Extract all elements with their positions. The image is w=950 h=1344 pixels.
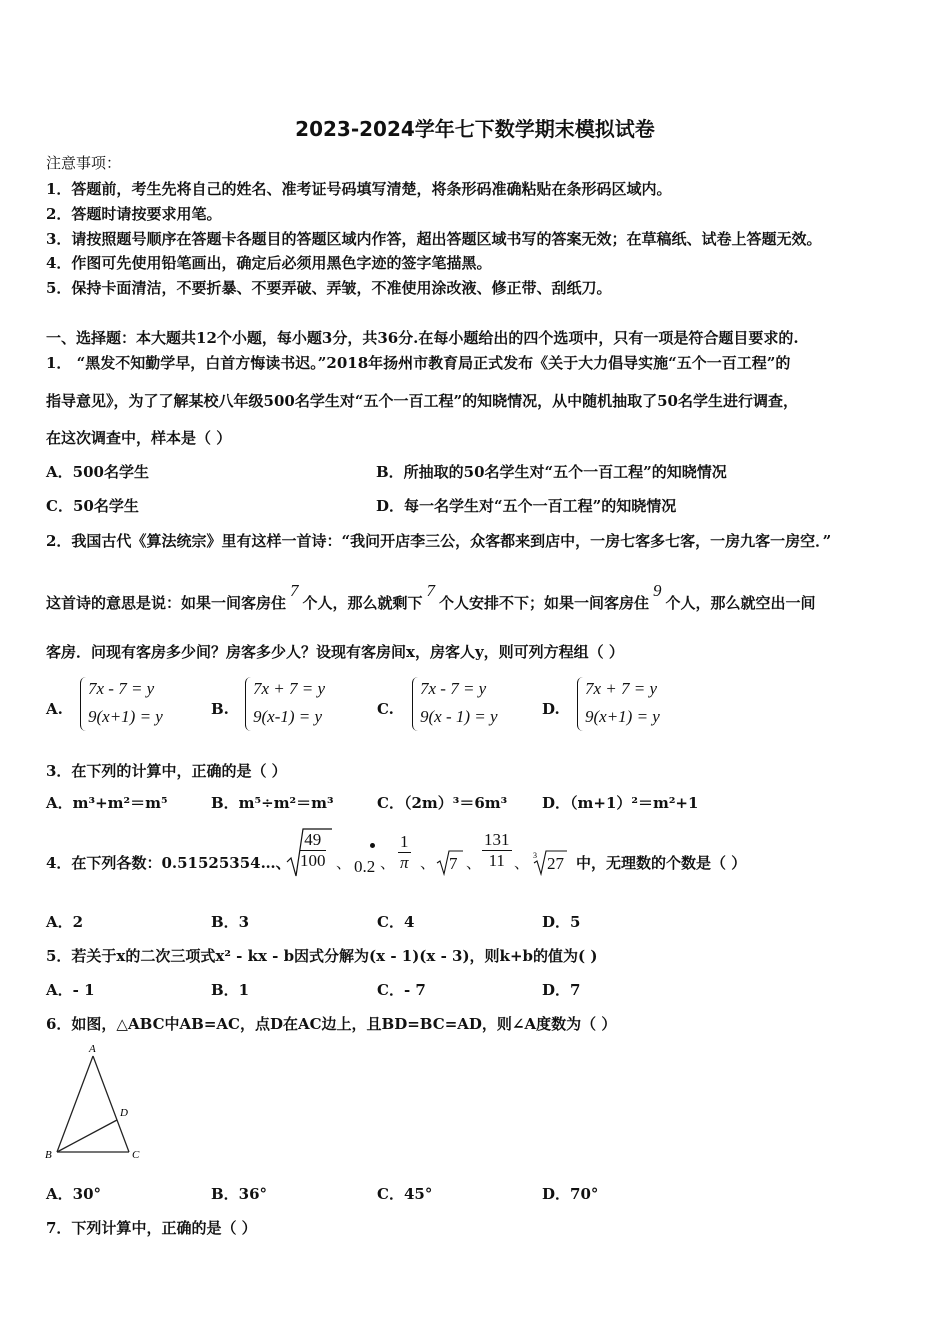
q3-option-d: D．（m+1）²＝m²+1 — [542, 794, 699, 812]
q4-fraction-2 — [398, 832, 411, 873]
notice-item-3: 3．请按照题号顺序在答题卡各题目的答题区域内作答，超出答题区域书写的答案无效；在草稿纸、试卷上答题无效。 — [46, 230, 822, 248]
q2-option-c-label: C. — [377, 700, 394, 718]
q7-stem: 7．下列计算中，正确的是（ ） — [46, 1219, 257, 1237]
label-a: A — [89, 1043, 96, 1055]
notice-item-2: 2．答题时请按要求用笔。 — [46, 205, 222, 223]
label-b: B — [45, 1149, 52, 1161]
q2-a-eq1: 7x - 7 = y — [88, 679, 155, 698]
q4-option-b: B．3 — [211, 913, 250, 931]
q2-text-1: 这首诗的意思是说：如果一间客房住 — [46, 594, 287, 612]
q2-b-eq2: 9(x-1) = y — [253, 707, 323, 726]
q1-option-d: D．每一名学生对“五个一百工程”的知晓情况 — [376, 497, 677, 515]
q2-num-7a: 7 — [290, 581, 299, 600]
q2-line-1: 2．我国古代《算法统宗》里有这样一首诗：“我问开店李三公，众客都来到店中，一房七客多七客，一房九客一房空．” — [46, 532, 832, 550]
section-heading: 一、选择题：本大题共12个小题，每小题3分，共36分.在每小题给出的四个选项中，只有一项是符合题目要求的. — [46, 329, 799, 347]
q2-d-eq2: 9(x+1) = y — [585, 707, 660, 726]
q4-fraction-1 — [300, 830, 326, 871]
q1-option-b: B．所抽取的50名学生对“五个一百工程”的知晓情况 — [376, 463, 727, 481]
q4-sqrt7-value: 7 — [449, 854, 458, 873]
q4-frac1-den: 100 — [300, 851, 326, 870]
q4-sep-5: 、 — [514, 854, 530, 872]
q5-option-a: A．- 1 — [46, 981, 95, 999]
q1-option-a: A．500名学生 — [46, 463, 149, 481]
q3-stem: 3．在下列的计算中，正确的是（ ） — [46, 762, 287, 780]
q6-option-d: D．70° — [542, 1185, 599, 1203]
q4-frac2-num: 1 — [400, 832, 409, 851]
q6-stem: 6．如图，△ABC中AB=AC，点D在AC边上，且BD=BC=AD，则∠A度数为（ ） — [46, 1015, 617, 1033]
label-d: D — [120, 1107, 128, 1119]
q1-line-2: 指导意见》，为了了解某校八年级500名学生对“五个一百工程”的知晓情况，从中随机抽取了50名学生进行调查， — [46, 392, 798, 410]
segment-ab — [57, 1056, 93, 1152]
q1-line-3: 在这次调查中，样本是（ ） — [46, 429, 232, 447]
q5-option-d: D．7 — [542, 981, 581, 999]
q2-num-7b: 7 — [426, 581, 436, 600]
q1-option-c: C．50名学生 — [46, 497, 139, 515]
q2-d-eq1: 7x + 7 = y — [585, 679, 658, 698]
notice-item-5: 5．保持卡面清洁，不要折暴、不要弄破、弄皱，不准使用涂改液、修正带、刮纸刀。 — [46, 279, 612, 297]
q2-c-eq1: 7x - 7 = y — [420, 679, 487, 698]
notice-heading: 注意事项： — [46, 154, 122, 172]
label-c: C — [132, 1149, 140, 1161]
q4-frac3-den: 11 — [488, 851, 505, 870]
q6-option-b: B．36° — [211, 1185, 268, 1203]
q4-frac1-num: 49 — [300, 830, 326, 851]
q2-text-4: 个人，那么就空出一间 — [665, 594, 816, 612]
q4-sep-1: 、 — [336, 854, 352, 872]
q2-c-eq2: 9(x - 1) = y — [420, 707, 498, 726]
q2-line-2 — [46, 581, 816, 613]
q5-option-b: B．1 — [211, 981, 250, 999]
q4-option-a: A．2 — [46, 913, 84, 931]
q4-sep-2: 、 — [380, 854, 396, 872]
q1-line-1: 1． “黑发不知勤学早，白首方悔读书迟。”2018年扬州市教育局正式发布《关于大力倡导实施“五个一百工程”的 — [46, 354, 791, 372]
q3-option-a: A．m³+m²＝m⁵ — [46, 794, 168, 812]
q4-repeat-dot — [370, 843, 375, 848]
q2-a-eq2: 9(x+1) = y — [88, 707, 163, 726]
q4-frac3-num: 131 — [484, 830, 510, 849]
q4-frac2-den: π — [399, 853, 409, 872]
q4-stem: 4．在下列各数：0.51525354…、 — [46, 854, 291, 872]
q2-option-b-label: B. — [211, 700, 229, 718]
segment-ac — [93, 1056, 129, 1152]
q5-option-c: C．- 7 — [377, 981, 426, 999]
q6-option-a: A．30° — [46, 1185, 102, 1203]
q2-text-2: 个人，那么就剩下 — [302, 594, 423, 612]
q3-option-b: B．m⁵÷m²＝m³ — [211, 794, 334, 812]
q4-repeating-decimal: 0.2 — [354, 857, 376, 876]
q2-num-9: 9 — [653, 581, 662, 600]
q4-option-c: C．4 — [377, 913, 415, 931]
q2-option-d-label: D. — [542, 700, 560, 718]
q4-sep-3: 、 — [420, 854, 436, 872]
segment-bd — [57, 1120, 117, 1152]
q3-option-c: C．（2m）³＝6m³ — [377, 794, 508, 812]
q6-triangle-figure — [40, 1040, 150, 1165]
svg-text:3: 3 — [533, 851, 537, 860]
notice-item-4: 4．作图可先使用铅笔画出，确定后必须用黑色字迹的签字笔描黑。 — [46, 254, 492, 272]
q4-sep-4: 、 — [466, 854, 482, 872]
q5-stem: 5．若关于x的二次三项式x² - kx - b因式分解为(x - 1)(x - 3)，则k+b的值为( ) — [46, 947, 598, 965]
q2-option-a-label: A. — [46, 700, 63, 718]
notice-item-1: 1．答题前，考生先将自己的姓名、准考证号码填写清楚，将条形码准确粘贴在条形码区域内。 — [46, 180, 672, 198]
q4-option-d: D．5 — [542, 913, 581, 931]
q4-tail: 中，无理数的个数是（ ） — [576, 854, 747, 872]
q4-cbrt-value: 27 — [547, 854, 564, 873]
page-title: 2023-2024学年七下数学期末模拟试卷 — [295, 117, 655, 141]
q4-fraction-3 — [482, 830, 512, 871]
q6-option-c: C．45° — [377, 1185, 433, 1203]
q2-b-eq1: 7x + 7 = y — [253, 679, 326, 698]
q2-line-3: 客房．问现有客房多少间？房客多少人？设现有客房间x，房客人y，则可列方程组（ ） — [46, 643, 624, 661]
q2-text-3: 个人安排不下；如果一间客房住 — [439, 594, 650, 612]
